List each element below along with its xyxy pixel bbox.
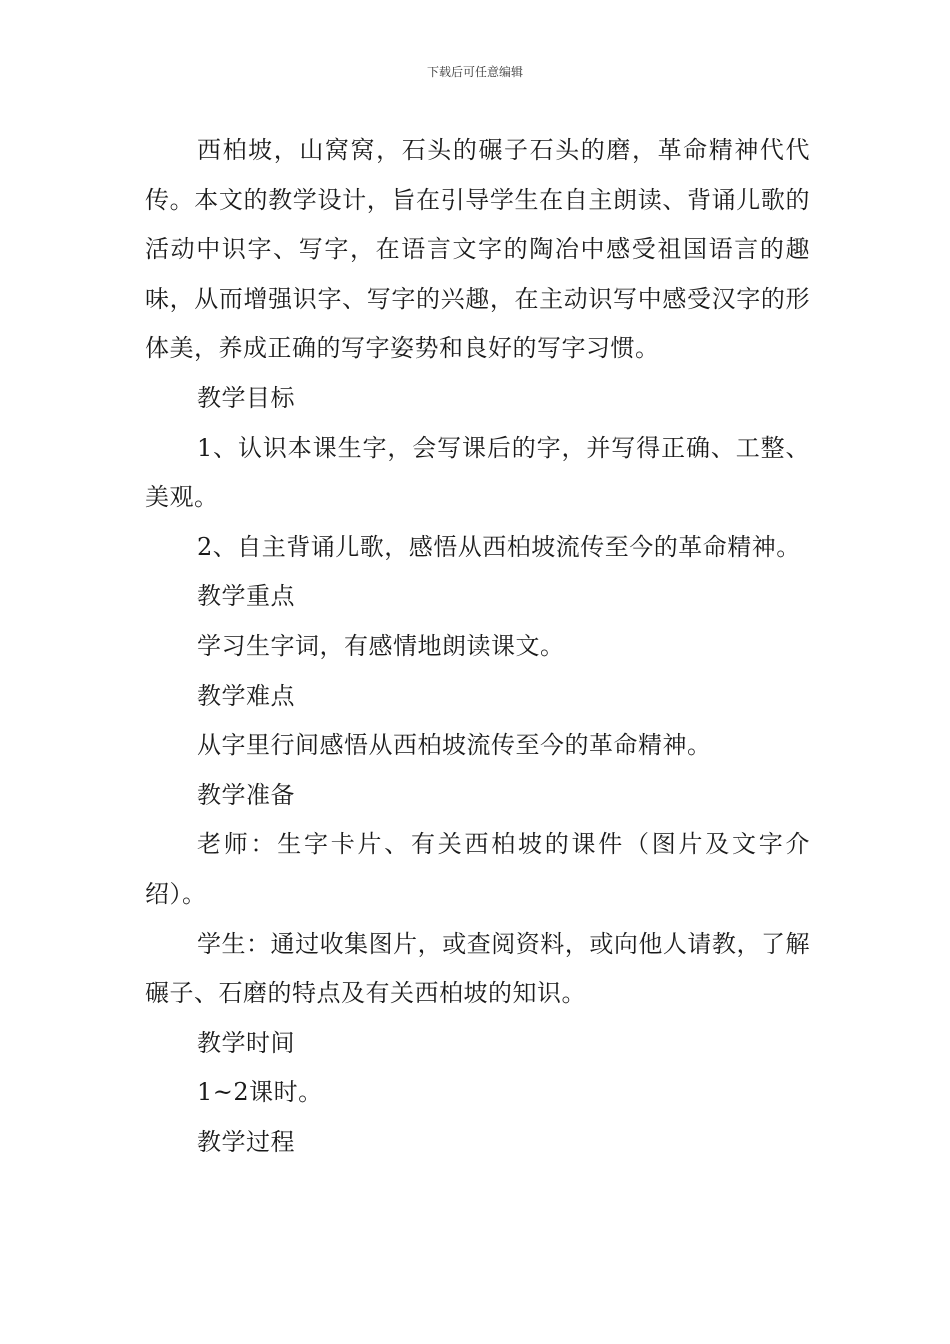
section-heading-key-points: 教学重点 (197, 582, 295, 611)
section-heading-process: 教学过程 (197, 1127, 295, 1156)
section-heading-difficulties: 教学难点 (197, 681, 295, 710)
section-heading-time: 教学时间 (197, 1028, 295, 1057)
page-header: 下载后可任意编辑 (426, 65, 523, 79)
preparation-teacher: 老师：生字卡片、有关西柏坡的课件（图片及文字介绍）。 (145, 830, 810, 908)
intro-paragraph: 西柏坡，山窝窝，石头的碾子石头的磨，革命精神代代传。本文的教学设计，旨在引导学生在自主朗读、背诵儿歌的活动中识字、写字，在语言文字的陶冶中感受祖国语言的趣味，从而增强识字、写字的兴趣，在主动识写中感受汉字的形体美，养成正确的写字姿势和良好的写字习惯。 (145, 136, 810, 363)
section-heading-objectives: 教学目标 (197, 383, 295, 412)
section-heading-preparation: 教学准备 (197, 780, 295, 809)
objective-item-1: 1、认识本课生字，会写课后的字，并写得正确、工整、美观。 (145, 433, 810, 512)
key-points-text: 学习生字词，有感情地朗读课文。 (197, 631, 565, 660)
time-text: 1~2课时。 (197, 1078, 323, 1107)
preparation-student: 学生：通过收集图片，或查阅资料，或向他人请教，了解碾子、石磨的特点及有关西柏坡的知识。 (145, 929, 810, 1008)
objective-item-2: 2、自主背诵儿歌，感悟从西柏坡流传至今的革命精神。 (197, 532, 801, 561)
difficulties-text: 从字里行间感悟从西柏坡流传至今的革命精神。 (197, 731, 712, 760)
document-body (145, 126, 810, 1167)
